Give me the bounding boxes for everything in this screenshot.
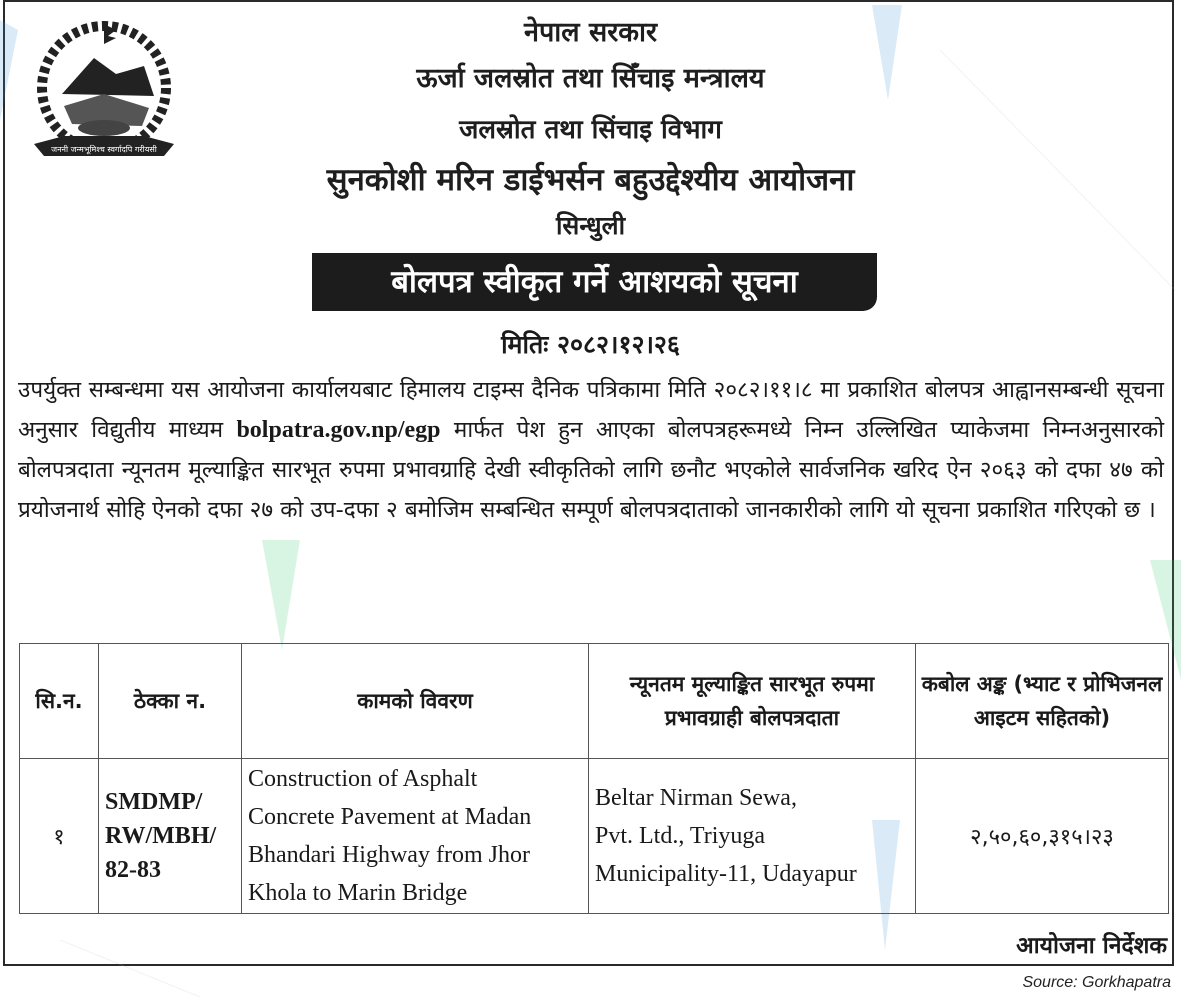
header-contract-no: ठेक्का न.	[99, 644, 242, 759]
bid-table	[19, 643, 1169, 914]
header-sn: सि.न.	[20, 644, 99, 759]
cell-bidder: Beltar Nirman Sewa, Pvt. Ltd., Triyuga Municipality-11, Udayapur	[589, 759, 916, 914]
department-name: जलस्रोत तथा सिंचाइ विभाग	[459, 115, 722, 145]
table-row	[20, 759, 1169, 914]
cell-description: Construction of Asphalt Concrete Pavement at Madan Bhandari Highway from Jhor Khola to Marin Bridge	[242, 759, 589, 914]
emblem-motto: जननी जन्मभूमिश्च स्वर्गादपि गरीयसी	[51, 145, 157, 154]
notice-date	[0, 327, 1181, 361]
header-amount: कबोल अङ्क (भ्याट र प्रोभिजनल आइटम सहितको)	[916, 644, 1169, 759]
notice-title: बोलपत्र स्वीकृत गर्ने आशयको सूचना	[312, 253, 877, 311]
signature-title: आयोजना निर्देशक	[1016, 933, 1167, 959]
table-header-row	[20, 644, 1169, 759]
body-part-2: मार्फत पेश हुन आएका बोलपत्रहरूमध्ये निम्न उल्लिखित प्याकेजमा निम्नअनुसारको बोलपत्रदाता न्यूनतम मूल्याङ्कित सारभूत रुपमा प्रभावग्राहि देखी स्वीकृतिको लागि छनौट भएकोले सार्वजनिक खरिद ऐन २०६३ को दफा ४७ को प्रयोजनार्थ सोहि ऐनको दफा २७ को उप-दफा २ बमोजिम सम्बन्धित सम्पूर्ण बोलपत्रदाताको जानकारीको लागि यो सूचना प्रकाशित गरिएको छ ।	[18, 417, 1165, 523]
source-credit: Source: Gorkhapatra	[1022, 974, 1171, 991]
government-name: नेपाल सरकार	[523, 17, 658, 48]
notice-body	[18, 370, 1164, 530]
cell-sn: १	[20, 759, 99, 914]
date-label: मितिः	[501, 330, 549, 359]
date-value: २०८२।१२।२६	[556, 330, 680, 359]
header-bidder: न्यूनतम मूल्याङ्कित सारभूत रुपमा प्रभावग्राही बोलपत्रदाता	[589, 644, 916, 759]
header-description: कामको विवरण	[242, 644, 589, 759]
cell-amount: २,५०,६०,३१५।२३	[916, 759, 1169, 914]
cell-contract-no: SMDMP/ RW/MBH/ 82-83	[99, 759, 242, 914]
egp-link[interactable]: bolpatra.gov.np/egp	[236, 417, 441, 443]
project-name: सुनकोशी मरिन डाईभर्सन बहुउद्देश्यीय आयोजना	[326, 162, 855, 198]
project-location: सिन्धुली	[555, 211, 626, 240]
ministry-name: ऊर्जा जलस्रोत तथा सिँचाइ मन्त्रालय	[416, 63, 765, 94]
body-part-1: उपर्युक्त सम्बन्धमा यस आयोजना कार्यालयबाट हिमालय टाइम्स दैनिक पत्रिकामा मिति २०८२।११।८ मा प्रकाशित बोलपत्र आह्वानसम्बन्धी सूचना अनुसार विद्युतीय माध्यम	[18, 377, 1164, 443]
